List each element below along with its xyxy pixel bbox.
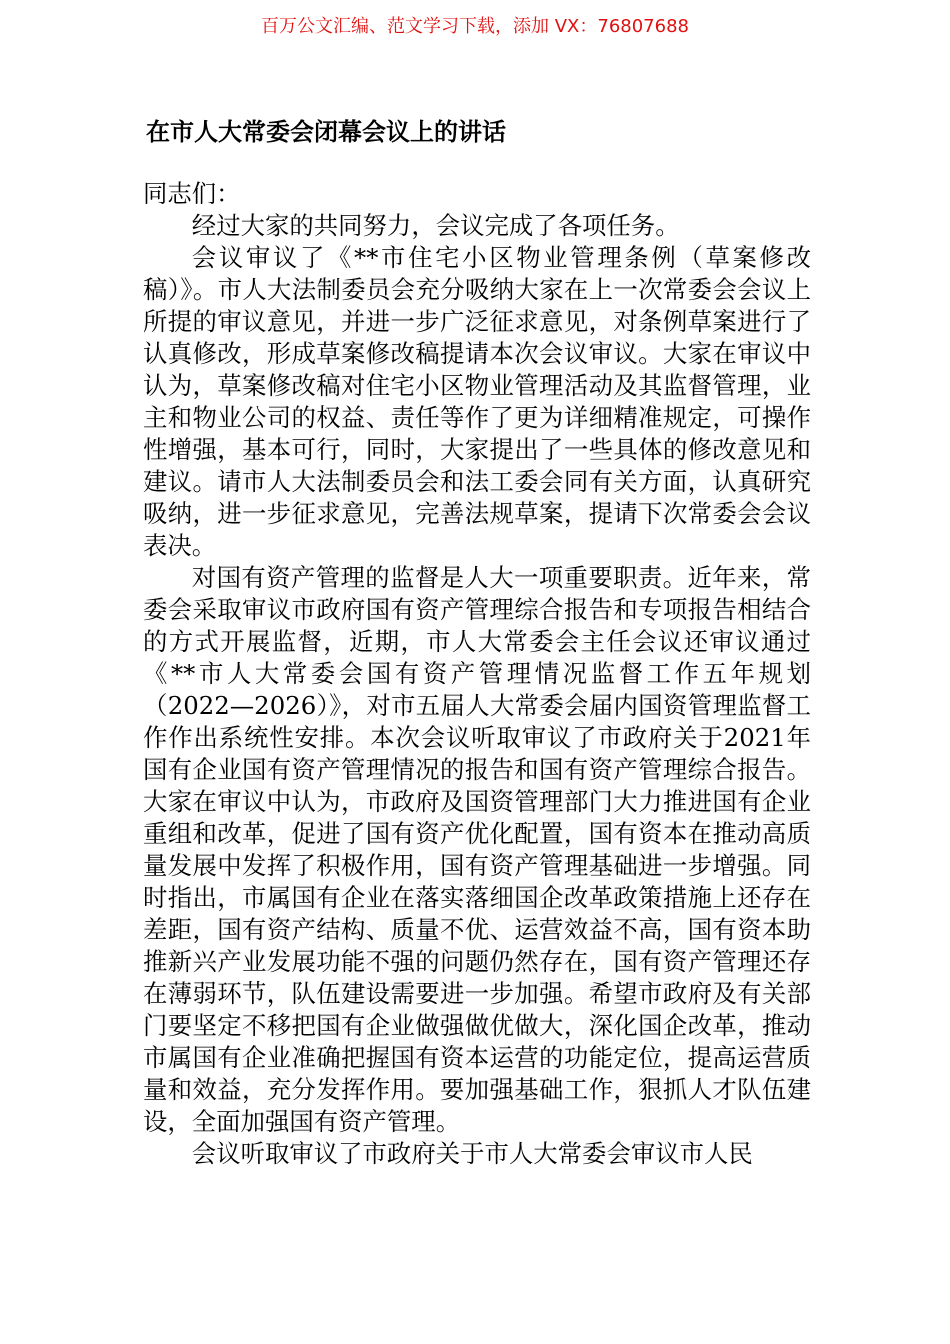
paragraph-2: 会议审议了《**市住宅小区物业管理条例（草案修改稿）》。市人大法制委员会充分吸纳大家在上一次常委会会议上所提的审议意见，并进一步广泛征求意见，对条例草案进行了认真修改，形成草案修改稿提请本次会议审议。大家在审议中认为，草案修改稿对住宅小区物业管理活动及其监督管理，业主和物业公司的权益、责任等作了更为详细精准规定，可操作性增强，基本可行，同时，大家提出了一些具体的修改意见和建议。请市人大法制委员会和法工委会同有关方面，认真研究吸纳，进一步征求意见，完善法规草案，提请下次常委会会议表决。 xyxy=(143,243,811,560)
document-title: 在市人大常委会闭幕会议上的讲话 xyxy=(146,118,506,146)
paragraph-3: 对国有资产管理的监督是人大一项重要职责。近年来，常委会采取审议市政府国有资产管理综合报告和专项报告相结合的方式开展监督，近期，市人大常委会主任会议还审议通过《**市人大常委会国有资产管理情况监督工作五年规划（2022—2026）》，对市五届人大常委会届内国资管理监督工作作出系统性安排。本次会议听取审议了市政府关于2021年国有企业国有资产管理情况的报告和国有资产管理综合报告。大家在审议中认为，市政府及国资管理部门大力推进国有企业重组和改革，促进了国有资产优化配置，国有资本在推动高质量发展中发挥了积极作用，国有资产管理基础进一步增强。同时指出，市属国有企业在落实落细国企改革政策措施上还存在差距，国有资产结构、质量不优、运营效益不高，国有资本助推新兴产业发展功能不强的问题仍然存在，国有资产管理还存在薄弱环节，队伍建设需要进一步加强。希望市政府及有关部门要坚定不移把国有企业做强做优做大，深化国企改革，推动市属国有企业准确把握国有资本运营的功能定位，提高运营质量和效益，充分发挥作用。要加强基础工作，狠抓人才队伍建设，全面加强国有资产管理。 xyxy=(143,563,811,1136)
document-body xyxy=(143,178,811,1170)
salutation: 同志们： xyxy=(143,179,241,208)
watermark-header: 百万公文汇编、范文学习下载，添加 VX：76807688 xyxy=(261,16,689,37)
paragraph-1: 经过大家的共同努力，会议完成了各项任务。 xyxy=(191,211,680,240)
paragraph-4: 会议听取审议了市政府关于市人大常委会审议市人民 xyxy=(191,1139,753,1168)
